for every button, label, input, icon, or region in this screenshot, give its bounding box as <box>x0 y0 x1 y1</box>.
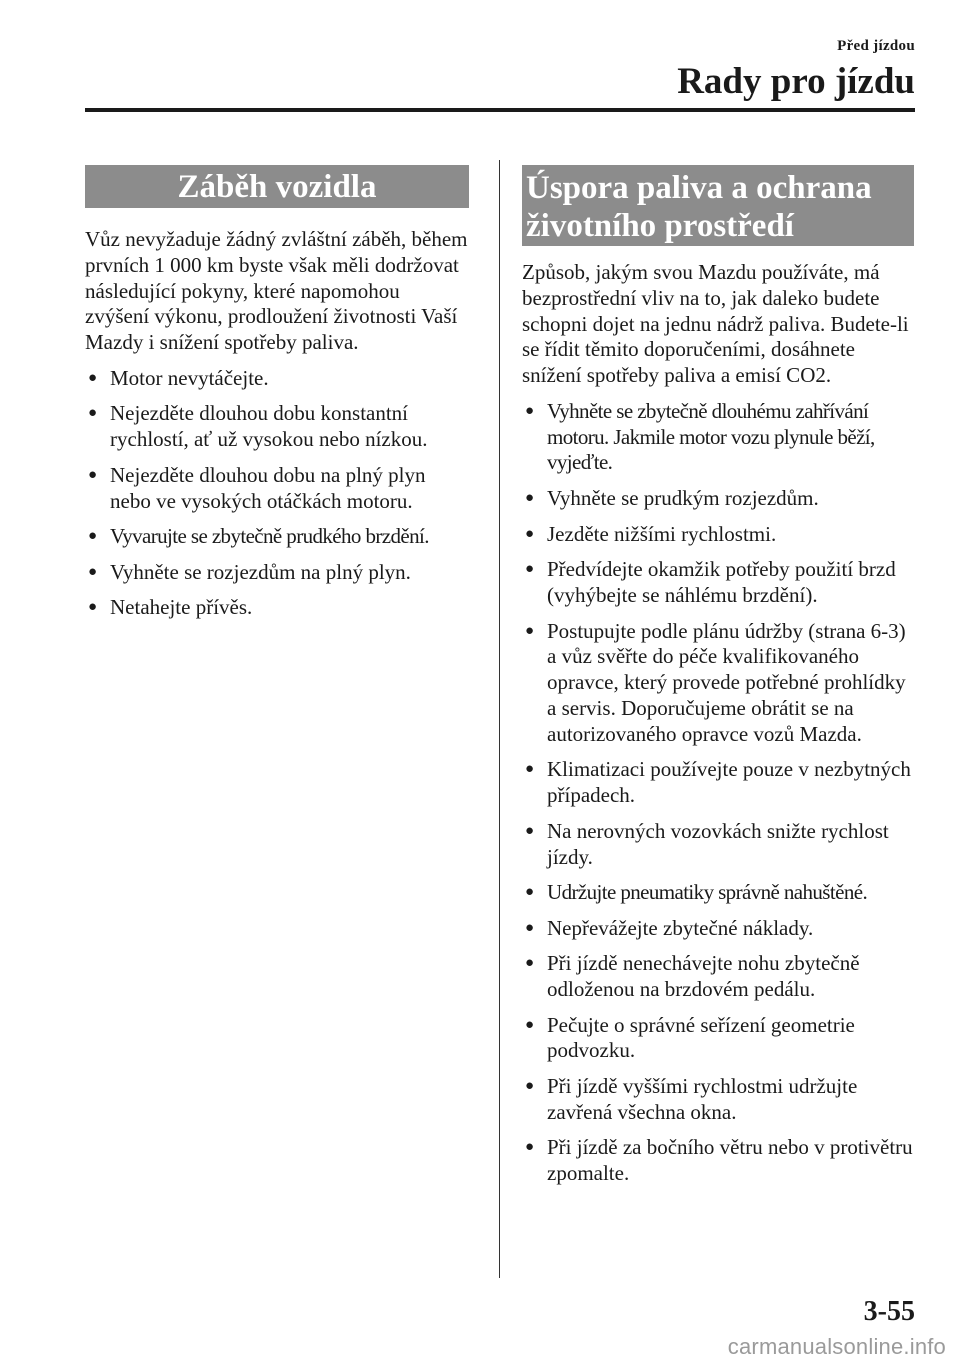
left-heading: Záběh vozidla <box>85 165 469 208</box>
list-item: ● Postupujte podle plánu údržby (strana 6-3) a vůz svěřte do péče kvalifikovaného opravce, který provede potřebné prohlídky a servis. Doporučujeme obrátit se na autorizovaného opravce vozů Mazda. <box>525 618 906 746</box>
list-item: ● Vyhněte se zbytečně dlouhému zahřívání motoru. Jakmile motor vozu plynule běží, vyjeďte. <box>525 398 875 475</box>
bullet-icon: ● <box>525 761 535 778</box>
right-column <box>522 165 914 1187</box>
chapter-label: Před jízdou <box>837 38 915 54</box>
list-item: ● Předvídejte okamžik potřeby použití brzd (vyhýbejte se náhlému brzdění). <box>525 557 896 607</box>
list-item: ● Vyvarujte se zbytečně prudkého brzdění. <box>88 524 429 549</box>
bullet-icon: ● <box>525 884 535 901</box>
bullet-icon: ● <box>525 822 535 839</box>
section-title: Rady pro jízdu <box>677 61 915 102</box>
bullet-icon: ● <box>525 919 535 936</box>
watermark: carmanualsonline.info <box>727 1334 946 1359</box>
page-number: 3-55 <box>863 1296 915 1327</box>
list-item: ● Na nerovných vozovkách snižte rychlost jízdy. <box>525 818 889 869</box>
left-bullet-list <box>85 366 469 621</box>
bullet-icon: ● <box>88 405 98 422</box>
bullet-icon: ● <box>525 622 535 639</box>
list-item: ● Vyhněte se prudkým rozjezdům. <box>525 485 819 510</box>
list-item: ● Při jízdě nenechávejte nohu zbytečně odloženou na brzdovém pedálu. <box>525 951 860 1002</box>
right-intro: Způsob, jakým svou Mazdu používáte, má bezprostřední vliv na to, jak daleko budete schopni dojet na jednu nádrž paliva. Budete-li se řídit těmito doporučeními, dosáhnete snížení spotřeby paliva a emisí CO2. <box>522 260 909 388</box>
bullet-icon: ● <box>525 402 535 419</box>
right-bullet-list <box>522 399 914 1187</box>
list-item: ● Nejezděte dlouhou dobu konstantní rychlostí, ať už vysokou nebo nízkou. <box>88 401 428 452</box>
column-divider <box>499 160 500 1278</box>
list-item: ● Jezděte nižšími rychlostmi. <box>525 521 777 546</box>
left-column <box>85 165 469 621</box>
bullet-icon: ● <box>525 525 535 542</box>
bullet-icon: ● <box>525 1016 535 1033</box>
list-item: ● Udržujte pneumatiky správně nahuštěné. <box>525 880 868 905</box>
right-heading-line1: Úspora paliva a ochrana <box>526 170 872 206</box>
right-heading <box>522 165 914 246</box>
list-item: ● Nepřevážejte zbytečné náklady. <box>525 915 814 940</box>
bullet-icon: ● <box>525 561 535 578</box>
list-item: ● Pečujte o správné seřízení geometrie podvozku. <box>525 1012 855 1063</box>
bullet-icon: ● <box>88 369 98 386</box>
bullet-icon: ● <box>88 563 98 580</box>
header-rule <box>85 108 915 112</box>
list-item: ● Netahejte přívěs. <box>88 595 253 620</box>
bullet-icon: ● <box>88 528 98 545</box>
bullet-icon: ● <box>525 489 535 506</box>
list-item: ● Klimatizaci používejte pouze v nezbytných případech. <box>525 757 911 808</box>
right-heading-line2: životního prostředí <box>526 208 794 244</box>
bullet-icon: ● <box>88 466 98 483</box>
list-item: ● Při jízdě za bočního větru nebo v protivětru zpomalte. <box>525 1135 913 1186</box>
bullet-icon: ● <box>525 955 535 972</box>
bullet-icon: ● <box>88 599 98 616</box>
list-item: ● Při jízdě vyššími rychlostmi udržujte zavřená všechna okna. <box>525 1074 858 1124</box>
bullet-icon: ● <box>525 1139 535 1156</box>
list-item: ● Motor nevytáčejte. <box>88 365 269 390</box>
list-item: ● Vyhněte se rozjezdům na plný plyn. <box>88 559 411 584</box>
bullet-icon: ● <box>525 1078 535 1095</box>
left-intro: Vůz nevyžaduje žádný zvláštní záběh, během prvních 1 000 km byste však měli dodržovat následující pokyny, které napomohou zvýšení výkonu, prodloužení životnosti Vaší Mazdy i snížení spotřeby paliva. <box>85 227 468 355</box>
list-item: ● Nejezděte dlouhou dobu na plný plyn nebo ve vysokých otáčkách motoru. <box>88 462 426 513</box>
